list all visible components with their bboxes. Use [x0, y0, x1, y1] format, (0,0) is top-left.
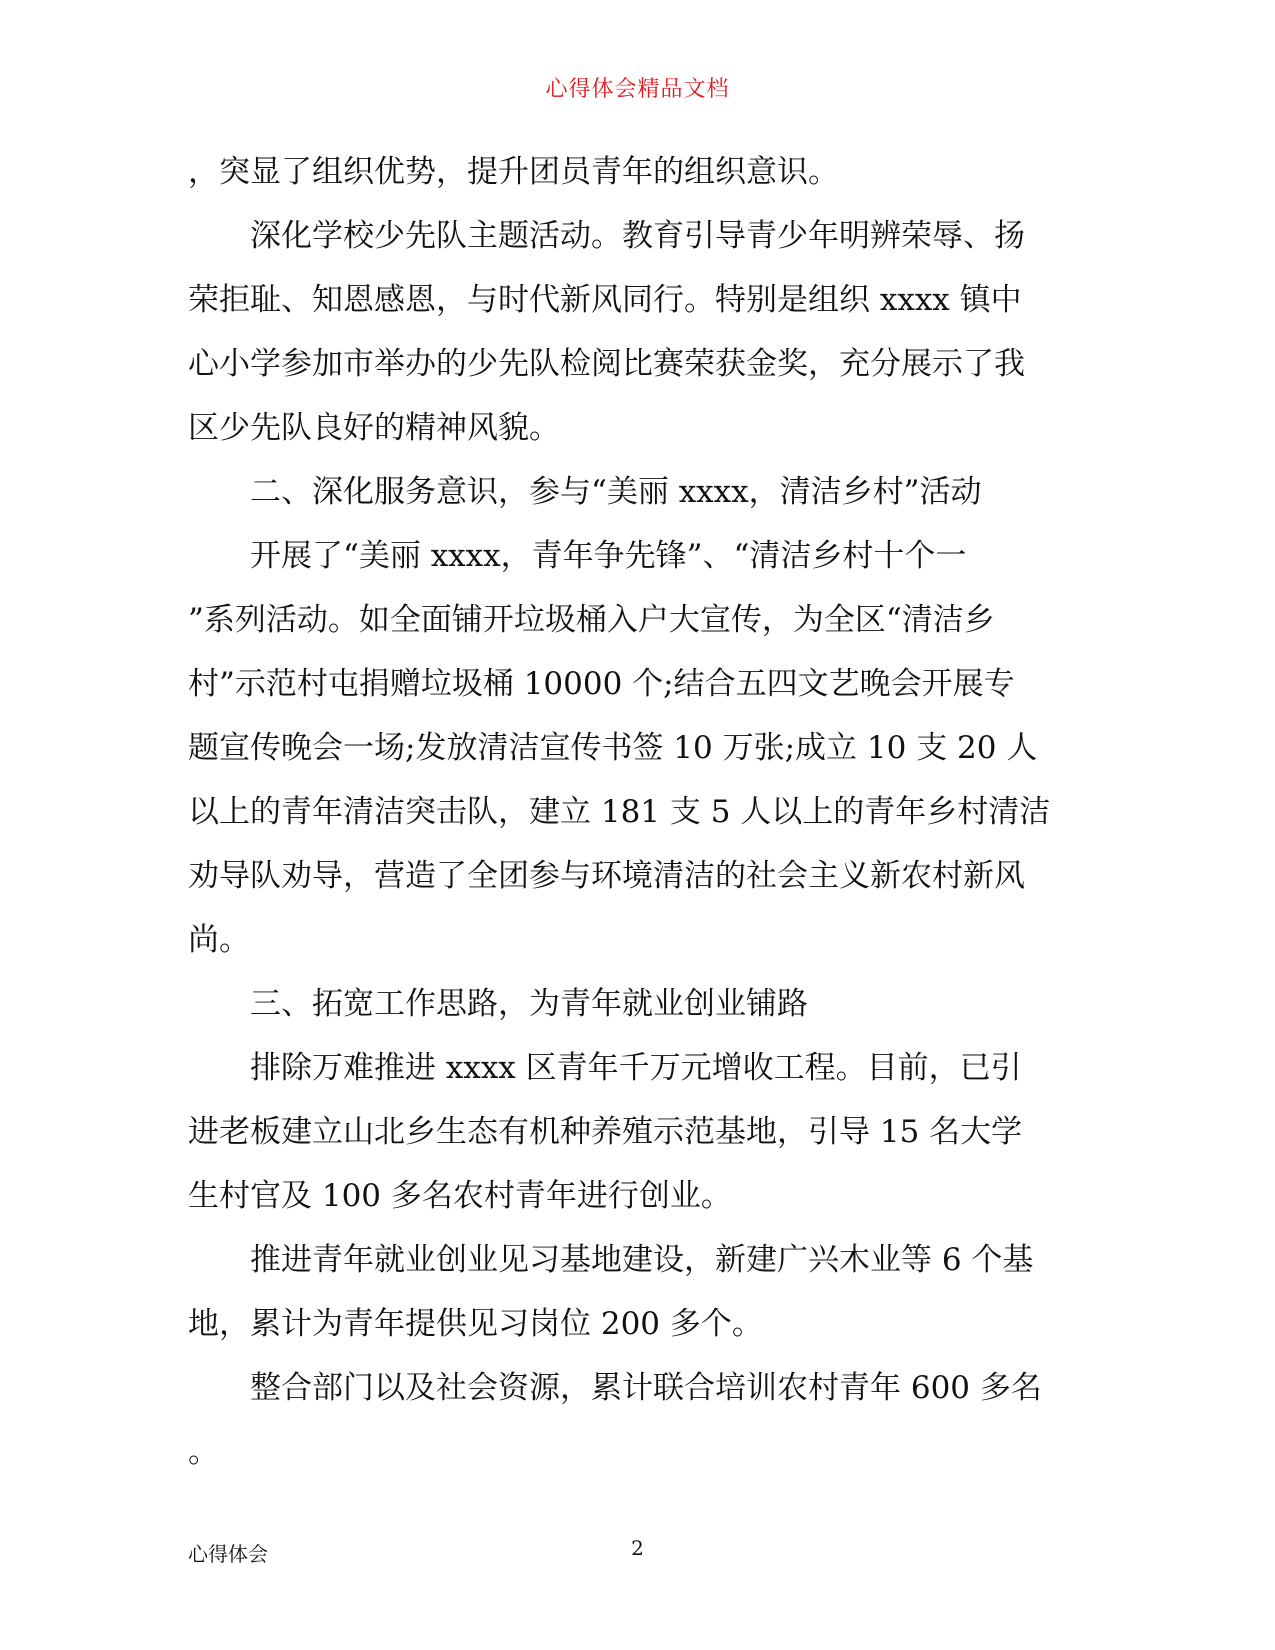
- section-heading: 二、深化服务意识，参与“美丽 xxxx，清洁乡村”活动: [188, 474, 982, 510]
- body-line: 以上的青年清洁突击队，建立 181 支 5 人以上的青年乡村清洁: [188, 794, 1051, 830]
- body-line: 整合部门以及社会资源，累计联合培训农村青年 600 多名: [188, 1370, 1042, 1406]
- header-title: 心得体会精品文档: [545, 77, 730, 102]
- document-body: [188, 140, 1088, 1484]
- body-line: 生村官及 100 多名农村青年进行创业。: [188, 1178, 732, 1214]
- body-line: 区少先队良好的精神风貌。: [188, 410, 560, 446]
- footer-label: 心得体会: [188, 1542, 268, 1566]
- page-number: 2: [631, 1536, 644, 1560]
- section-heading: 三、拓宽工作思路，为青年就业创业铺路: [188, 986, 808, 1022]
- body-line: 荣拒耻、知恩感恩，与时代新风同行。特别是组织 xxxx 镇中: [188, 282, 1022, 318]
- body-line: 地，累计为青年提供见习岗位 200 多个。: [188, 1306, 763, 1342]
- body-line: 。: [188, 1434, 219, 1470]
- body-line: 心小学参加市举办的少先队检阅比赛荣获金奖，充分展示了我: [188, 346, 1025, 382]
- body-line: 推进青年就业创业见习基地建设，新建广兴木业等 6 个基: [188, 1242, 1034, 1278]
- body-line: 进老板建立山北乡生态有机种养殖示范基地，引导 15 名大学: [188, 1114, 1023, 1150]
- body-line: 深化学校少先队主题活动。教育引导青少年明辨荣辱、扬: [188, 218, 1025, 254]
- body-line: ，突显了组织优势，提升团员青年的组织意识。: [188, 154, 839, 190]
- body-line: 劝导队劝导，营造了全团参与环境清洁的社会主义新农村新风: [188, 858, 1025, 894]
- body-line: 尚。: [188, 922, 250, 958]
- body-line: ”系列活动。如全面铺开垃圾桶入户大宣传，为全区“清洁乡: [188, 602, 995, 638]
- body-line: 开展了“美丽 xxxx，青年争先锋”、“清洁乡村十个一: [188, 538, 967, 574]
- body-line: 排除万难推进 xxxx 区青年千万元增收工程。目前，已引: [188, 1050, 1022, 1086]
- body-line: 题宣传晚会一场;发放清洁宣传书签 10 万张;成立 10 支 20 人: [188, 730, 1038, 766]
- body-line: 村”示范村屯捐赠垃圾桶 10000 个;结合五四文艺晚会开展专: [188, 666, 1015, 702]
